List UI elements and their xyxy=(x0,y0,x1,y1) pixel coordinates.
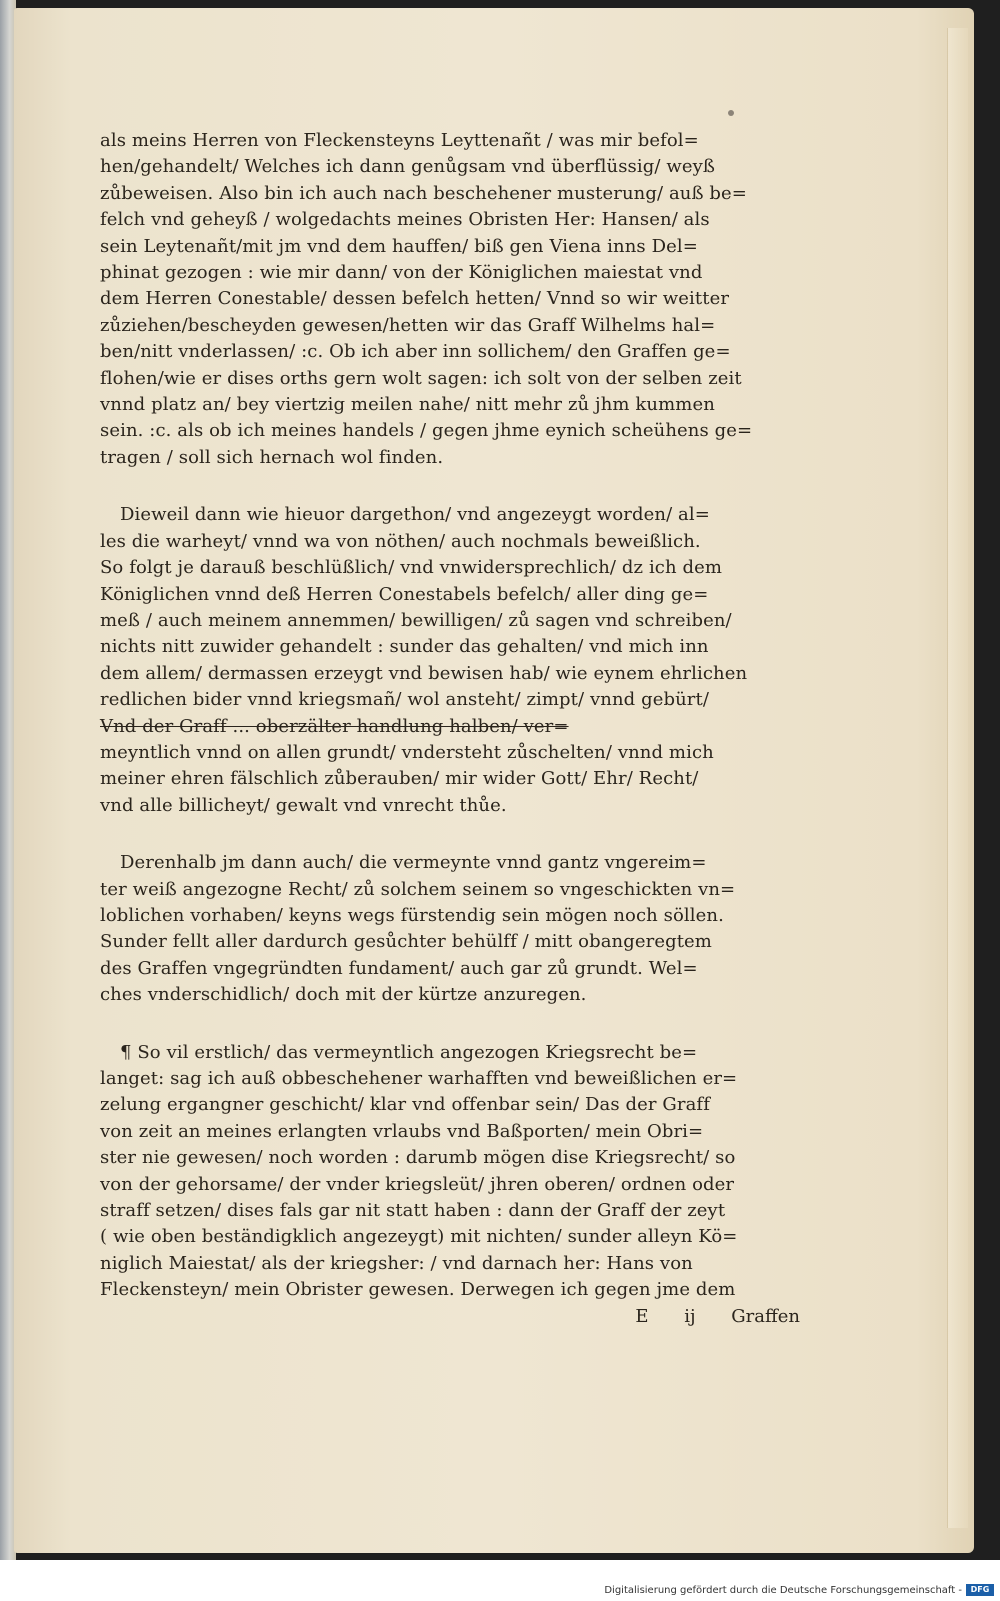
text-line: vnnd platz an/ bey viertzig meilen nahe/ nitt mehr zů jhm kummen xyxy=(100,394,715,416)
ink-smudge xyxy=(728,110,734,116)
text-line: straff setzen/ dises fals gar nit statt haben : dann der Graff der zeyt xyxy=(100,1200,726,1222)
text-line: phinat gezogen : wie mir dann/ von der Königlichen maiestat vnd xyxy=(100,262,703,284)
text-line: sein Leytenañt/mit jm vnd dem hauffen/ biß gen Viena inns Del= xyxy=(100,235,698,257)
paragraph-3 xyxy=(100,850,800,1008)
text-line: les die warheyt/ vnnd wa von nöthen/ auch nochmals beweißlich. xyxy=(100,530,701,552)
text-line: ben/nitt vnderlassen/ :c. Ob ich aber inn sollichem/ den Graffen ge= xyxy=(100,341,731,363)
text-line: von zeit an meines erlangten vrlaubs vnd Baßporten/ mein Obri= xyxy=(100,1120,704,1142)
text-line: Vnd der Graff ... oberzälter handlung halben/ ver= xyxy=(100,715,569,737)
text-line: von der gehorsame/ der vnder kriegsleüt/ jhren oberen/ ordnen oder xyxy=(100,1173,735,1195)
catchword-line: E ij Graffen xyxy=(635,1305,800,1327)
paragraph-1 xyxy=(100,128,800,471)
page-text xyxy=(100,128,800,1330)
text-line: redlichen bider vnnd kriegsmañ/ wol ansteht/ zimpt/ vnnd gebürt/ xyxy=(100,689,709,711)
text-line: ter weiß angezogne Recht/ zů solchem seinem so vngeschickten vn= xyxy=(100,878,736,900)
text-line: tragen / soll sich hernach wol finden. xyxy=(100,446,444,468)
paragraph-4 xyxy=(100,1040,800,1304)
text-line: als meins Herren von Fleckensteyns Leyttenañt / was mir befol= xyxy=(100,130,699,151)
text-line: vnd alle billicheyt/ gewalt vnd vnrecht thůe. xyxy=(100,794,507,816)
footer-credit: Digitalisierung gefördert durch die Deutsche Forschungsgemeinschaft - xyxy=(604,1585,962,1596)
text-line: flohen/wie er dises orths gern wolt sagen: ich solt von der selben zeit xyxy=(100,367,742,389)
text-line: dem Herren Conestable/ dessen befelch hetten/ Vnnd so wir weitter xyxy=(100,288,730,310)
text-line: Derenhalb jm dann auch/ die vermeynte vnnd gantz vngereim= xyxy=(120,852,707,874)
text-line: zůziehen/bescheyden gewesen/hetten wir das Graff Wilhelms hal= xyxy=(100,314,716,336)
text-line: meiner ehren fälschlich zůberauben/ mir wider Gott/ Ehr/ Recht/ xyxy=(100,768,699,790)
text-line: zůbeweisen. Also bin ich auch nach beschehener musterung/ auß be= xyxy=(100,182,747,204)
text-line: So folgt je darauß beschlüßlich/ vnd vnwidersprechlich/ dz ich dem xyxy=(100,557,723,579)
text-line: ster nie gewesen/ noch worden : darumb mögen dise Kriegsrecht/ so xyxy=(100,1147,736,1169)
text-line: sein. :c. als ob ich meines handels / gegen jhme eynich scheühens ge= xyxy=(100,420,753,442)
text-line: ( wie oben beständigklich angezeygt) mit nichten/ sunder alleyn Kö= xyxy=(100,1226,738,1248)
text-line: Fleckensteyn/ mein Obrister gewesen. Derwegen ich gegen jme dem xyxy=(100,1279,736,1301)
text-line: meyntlich vnnd on allen grundt/ vndersteht zůschelten/ vnnd mich xyxy=(100,741,714,763)
text-line: dem allem/ dermassen erzeygt vnd bewisen hab/ wie eynem ehrlichen xyxy=(100,662,748,684)
text-line: langet: sag ich auß obbeschehener warhafften vnd beweißlichen er= xyxy=(100,1068,738,1089)
text-line: niglich Maiestat/ als der kriegsher: / vnd darnach her: Hans von xyxy=(100,1252,693,1274)
text-line: ches vnderschidlich/ doch mit der kürtze anzuregen. xyxy=(100,984,587,1006)
text-line: felch vnd geheyß / wolgedachts meines Obristen Her: Hansen/ als xyxy=(100,209,710,231)
dfg-logo: DFG xyxy=(966,1584,994,1596)
text-line: Sunder fellt aller dardurch gesůchter behülff / mitt obangeregtem xyxy=(100,931,712,953)
text-line: meß / auch meinem annemmen/ bewilligen/ zů sagen vnd schreiben/ xyxy=(100,609,732,631)
text-line: zelung ergangner geschicht/ klar vnd offenbar sein/ Das der Graff xyxy=(100,1094,710,1116)
text-line: Königlichen vnnd deß Herren Conestabels befelch/ aller ding ge= xyxy=(100,583,709,605)
text-line: ¶ So vil erstlich/ das vermeyntlich angezogen Kriegsrecht be= xyxy=(120,1041,698,1063)
text-line: nichts nitt zuwider gehandelt : sunder das gehalten/ vnd mich inn xyxy=(100,636,709,658)
page-edge xyxy=(947,28,968,1528)
text-line: des Graffen vngegründten fundament/ auch gar zů grundt. Wel= xyxy=(100,957,698,979)
paragraph-2 xyxy=(100,502,800,819)
text-line: Dieweil dann wie hieuor dargethon/ vnd angezeygt worden/ al= xyxy=(120,504,710,526)
text-line: hen/gehandelt/ Welches ich dann genůgsam vnd überflüssig/ weyß xyxy=(100,156,716,178)
text-line: loblichen vorhaben/ keyns wegs fürstendig sein mögen noch söllen. xyxy=(100,904,724,926)
